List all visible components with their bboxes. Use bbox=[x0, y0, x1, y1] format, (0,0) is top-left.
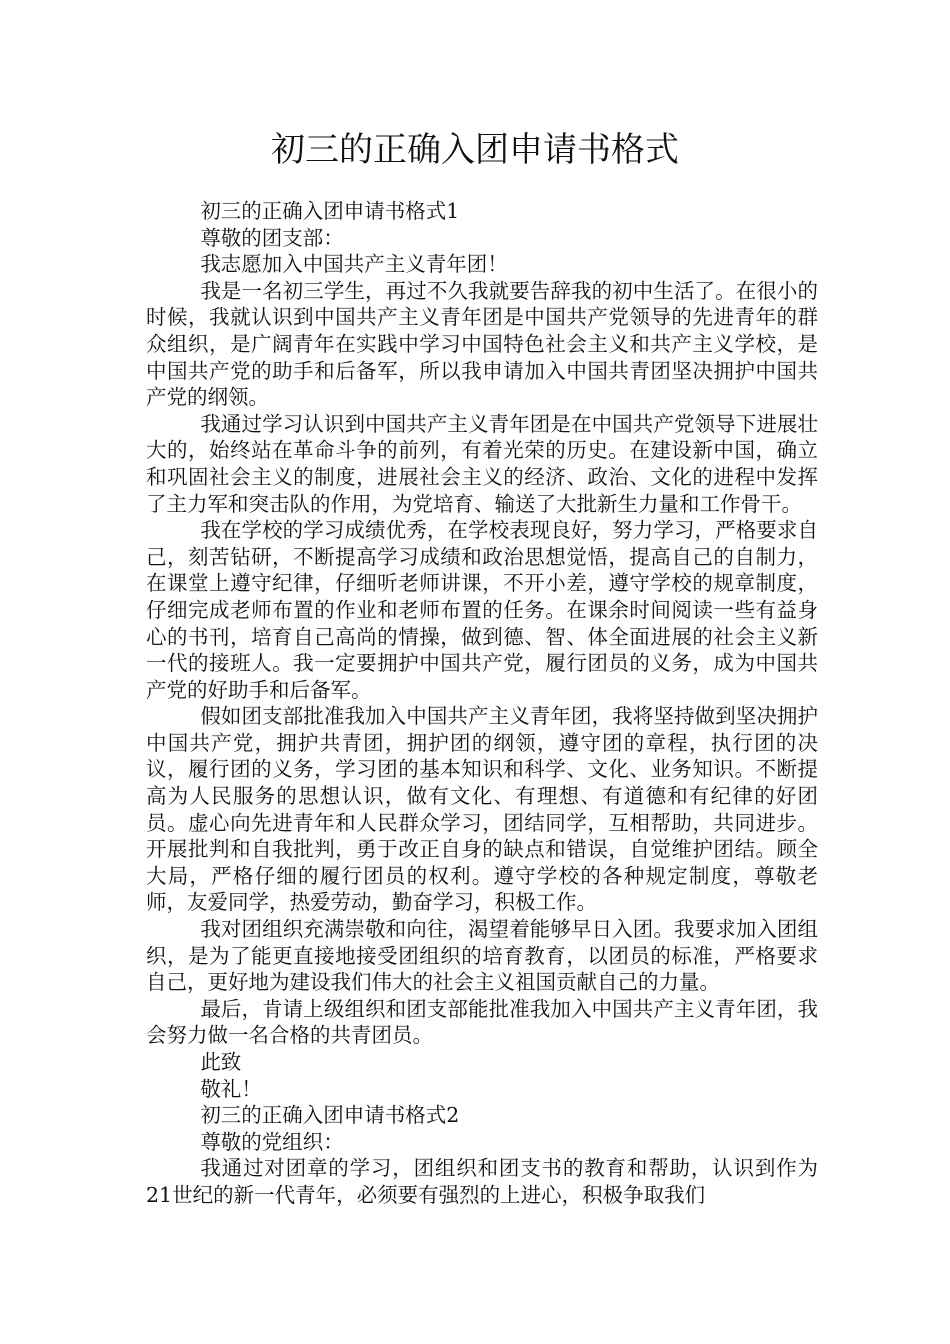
closing-line: 此致 bbox=[200, 1050, 242, 1074]
paragraph: 假如团支部批准我加入中国共产主义青年团，我将坚持做到坚决拥护中国共产党，拥护共青团，拥护团的纲领，遵守团的章程，执行团的决议，履行团的义务，学习团的基本知识和科学、文化、业务知识。不断提高为人民服务的思想认识，做有文化、有理想、有道德和有纪律的好团员。虚心向先进青年和人民群众学习，团结同学，互相帮助，共同进步。开展批判和自我批判，勇于改正自身的缺点和错误，自觉维护团结。顾全大局，严格仔细的履行团员的权利。遵守学校的各种规定制度，尊敬老师，友爱同学，热爱劳动，勤奋学习，积极工作。 bbox=[146, 704, 818, 915]
paragraph: 最后，肯请上级组织和团支部能批准我加入中国共产主义青年团，我会努力做一名合格的共青团员。 bbox=[146, 996, 818, 1048]
paragraph: 我是一名初三学生，再过不久我就要告辞我的初中生活了。在很小的时候，我就认识到中国共产主义青年团是中国共产党领导的先进青年的群众组织，是广阔青年在实践中学习中国特色社会主义和共产主义学校，是中国共产党的助手和后备军，所以我申请加入中国共青团坚决拥护中国共产党的纲领。 bbox=[146, 278, 818, 410]
paragraph: 我志愿加入中国共产主义青年团！ bbox=[200, 252, 508, 277]
paragraph: 我通过学习认识到中国共产主义青年团是在中国共产党领导下进展壮大的，始终站在革命斗争的前列，有着光荣的历史。在建设新中国，确立和巩固社会主义的制度，进展社会主义的经济、政治、文化的进程中发挥了主力军和突击队的作用，为党培育、输送了大批新生力量和工作骨干。 bbox=[146, 411, 818, 516]
section-heading-1: 初三的正确入团申请书格式1 bbox=[200, 199, 460, 223]
document-title: 初三的正确入团申请书格式 bbox=[271, 130, 679, 170]
paragraph: 我在学校的学习成绩优秀，在学校表现良好，努力学习，严格要求自己，刻苦钻研，不断提高学习成绩和政治思想觉悟，提高自己的自制力，在课堂上遵守纪律，仔细听老师讲课，不开小差，遵守学校的规章制度，仔细完成老师布置的作业和老师布置的任务。在课余时间阅读一些有益身心的书刊，培育自己高尚的情操，做到德、智、体全面进展的社会主义新一代的接班人。我一定要拥护中国共产党，履行团员的义务，成为中国共产党的好助手和后备军。 bbox=[146, 518, 818, 702]
section-heading-2: 初三的正确入团申请书格式2 bbox=[200, 1103, 460, 1128]
salutation: 尊敬的党组织： bbox=[200, 1129, 344, 1154]
closing-line: 敬礼！ bbox=[200, 1076, 262, 1101]
salutation: 尊敬的团支部： bbox=[200, 225, 344, 250]
paragraph: 我通过对团章的学习，团组织和团支书的教育和帮助，认识到作为21世纪的新一代青年，必须要有强烈的上进心，积极争取我们 bbox=[146, 1156, 818, 1207]
document-body bbox=[146, 198, 818, 1209]
paragraph: 我对团组织充满崇敬和向往，渴望着能够早日入团。我要求加入团组织，是为了能更直接地接受团组织的培育教育，以团员的标准，严格要求自己，更好地为建设我们伟大的社会主义祖国贡献自己的力量。 bbox=[146, 917, 818, 995]
